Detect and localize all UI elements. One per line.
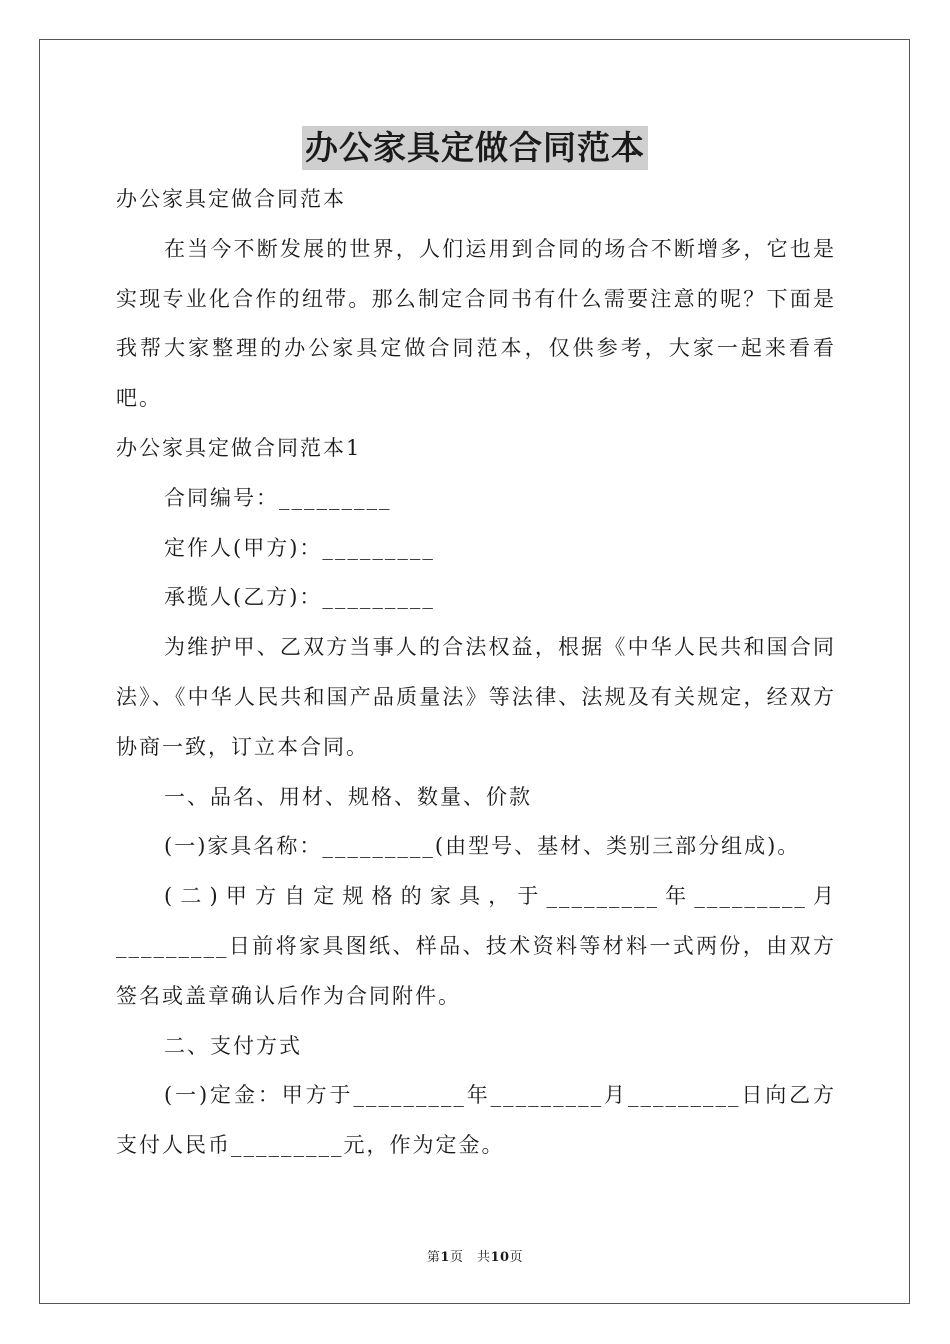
clause-1-2: (二)甲方自定规格的家具，于_________年_________月_________日前将家具图纸、样品、技术资料等材料一式两份，由双方签名或盖章确认后作为合同附件。 [116, 884, 836, 1008]
party-a-line: 定作人(甲方)：_________ [164, 535, 435, 560]
clause-2-1: (一)定金：甲方于_________年_________月_________日向乙方支付人民币_________元，作为定金。 [116, 1083, 836, 1158]
footer-page-mid: 页 共 [449, 1250, 491, 1265]
subtitle-paragraph: 办公家具定做合同范本 [116, 187, 346, 211]
clause-heading-1: 一、品名、用材、规格、数量、价款 [164, 784, 532, 809]
clause-heading-2: 二、支付方式 [164, 1033, 302, 1058]
section-heading: 办公家具定做合同范本1 [116, 435, 362, 460]
title-container [0, 126, 950, 170]
footer-page-current: 1 [440, 1250, 450, 1265]
page-footer [0, 1246, 950, 1265]
document-title: 办公家具定做合同范本 [302, 126, 648, 170]
footer-page-total: 10 [490, 1250, 510, 1265]
document-body [116, 175, 836, 1171]
contract-number-line: 合同编号：_________ [164, 485, 392, 510]
footer-page-prefix: 第 [426, 1250, 441, 1265]
preamble-paragraph: 为维护甲、乙双方当事人的合法权益，根据《中华人民共和国合同法》、《中华人民共和国产品质量法》等法律、法规及有关规定，经双方协商一致，订立本合同。 [116, 635, 836, 759]
intro-paragraph: 在当今不断发展的世界，人们运用到合同的场合不断增多，它也是实现专业化合作的纽带。那么制定合同书有什么需要注意的呢？下面是我帮大家整理的办公家具定做合同范本，仅供参考，大家一起来看看吧。 [116, 236, 836, 411]
clause-1-1: (一)家具名称：_________(由型号、基材、类别三部分组成)。 [164, 834, 801, 859]
footer-page-suffix: 页 [509, 1250, 524, 1265]
party-b-line: 承揽人(乙方)：_________ [164, 585, 435, 610]
